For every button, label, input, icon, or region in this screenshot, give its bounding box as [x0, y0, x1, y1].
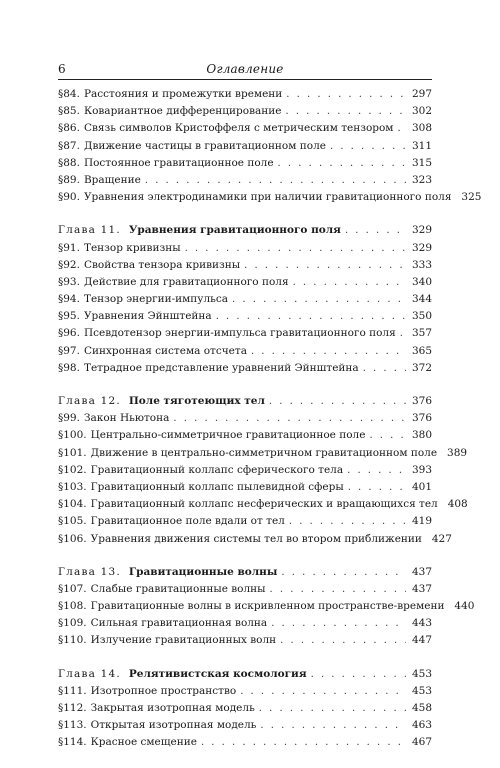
toc-section-entry[interactable]	[58, 717, 432, 734]
chapter-label: Глава 14.	[58, 667, 121, 680]
dot-leader	[251, 343, 406, 360]
toc-section-entry[interactable]	[58, 155, 432, 172]
dot-leader	[330, 138, 406, 155]
section-number: §114.	[58, 736, 87, 749]
section-page-number: 302	[411, 105, 432, 118]
section-title: Гравитационный коллапс несферических и вращающихся тел	[90, 498, 438, 511]
section-number: §101.	[58, 446, 87, 459]
toc-section-entry[interactable]	[58, 172, 432, 189]
toc-section-entry[interactable]	[58, 138, 432, 155]
dot-leader	[244, 257, 406, 274]
dot-leader	[285, 103, 406, 120]
chapter-page-number: 437	[411, 565, 432, 578]
toc-group	[58, 86, 482, 206]
toc-section-entry[interactable]	[58, 291, 432, 308]
dot-leader	[347, 462, 406, 479]
toc-section-entry[interactable]	[58, 86, 432, 103]
section-page-number: 323	[411, 173, 432, 186]
toc-group	[58, 222, 432, 377]
table-of-contents	[58, 86, 482, 768]
section-number: §98.	[58, 361, 80, 374]
toc-group	[58, 564, 475, 650]
header-rule	[58, 79, 432, 80]
section-title: Гравитационное поле вдали от тел	[90, 515, 285, 528]
section-page-number: 350	[411, 310, 432, 323]
section-title: Действие для гравитационного поля	[83, 275, 289, 288]
section-page-number: 315	[411, 156, 432, 169]
section-title: Постоянное гравитационное поле	[83, 156, 274, 169]
toc-section-entry[interactable]	[58, 531, 452, 548]
section-title: Синхронная система отсчета	[83, 344, 247, 357]
section-number: §95.	[58, 310, 80, 323]
section-number: §92.	[58, 258, 80, 271]
section-page-number: 380	[411, 429, 432, 442]
section-page-number: 389	[447, 446, 468, 459]
dot-leader	[271, 615, 406, 632]
dot-leader	[286, 86, 406, 103]
dot-leader	[363, 360, 406, 377]
toc-section-entry[interactable]	[58, 427, 432, 444]
section-page-number: 447	[411, 634, 432, 647]
section-number: §86.	[58, 122, 80, 135]
section-page-number: 437	[411, 582, 432, 595]
dot-leader	[259, 700, 406, 717]
toc-section-entry[interactable]	[58, 103, 432, 120]
dot-leader	[311, 666, 406, 683]
section-page-number: 329	[411, 241, 432, 254]
section-page-number: 393	[411, 463, 432, 476]
toc-section-entry[interactable]	[58, 496, 468, 513]
section-page-number: 401	[411, 480, 432, 493]
section-number: §108.	[58, 600, 87, 613]
toc-section-entry[interactable]	[58, 257, 432, 274]
chapter-title: Поле тяготеющих тел	[128, 395, 265, 407]
dot-leader	[397, 120, 406, 137]
section-page-number: 458	[411, 702, 432, 714]
section-title: Открытая изотропная модель	[90, 719, 257, 732]
section-number: §94.	[58, 293, 80, 306]
chapter-page-number: 329	[411, 224, 432, 237]
toc-section-entry[interactable]	[58, 479, 432, 496]
section-title: Центрально-симметричное гравитационное поле	[90, 429, 366, 442]
section-page-number: 463	[411, 719, 432, 732]
section-title: Свойства тензора кривизны	[83, 258, 241, 271]
section-number: §106.	[58, 532, 87, 545]
page-header	[58, 62, 432, 78]
toc-section-entry[interactable]	[58, 325, 432, 342]
dot-leader	[232, 291, 406, 308]
section-number: §105.	[58, 515, 87, 528]
section-number: §87.	[58, 139, 80, 152]
chapter-label: Глава 12.	[58, 395, 121, 407]
section-title: Расстояния и промежутки времени	[83, 88, 283, 100]
toc-chapter-entry[interactable]	[58, 564, 432, 581]
chapter-title: Уравнения гравитационного поля	[128, 224, 341, 237]
section-page-number: 440	[454, 600, 475, 613]
chapter-title: Релятивистская космология	[128, 667, 307, 680]
dot-leader	[348, 479, 406, 496]
toc-chapter-entry[interactable]	[58, 222, 432, 239]
toc-section-entry[interactable]	[58, 581, 432, 598]
section-page-number: 408	[447, 498, 468, 511]
section-page-number: 427	[431, 532, 452, 545]
section-title: Движение в центрально-симметричном гравитационном поле	[90, 446, 438, 459]
toc-section-entry[interactable]	[58, 360, 432, 377]
toc-section-entry[interactable]	[58, 683, 432, 700]
section-title: Тензор кривизны	[83, 241, 181, 254]
section-number: §99.	[58, 412, 80, 425]
section-number: §88.	[58, 156, 80, 169]
toc-section-entry[interactable]	[58, 700, 432, 717]
dot-leader	[201, 734, 406, 751]
toc-section-entry[interactable]	[58, 513, 432, 530]
dot-leader	[240, 683, 406, 700]
section-number: §89.	[58, 173, 80, 186]
toc-section-entry[interactable]	[58, 598, 475, 615]
section-page-number: 376	[411, 412, 432, 425]
section-number: §104.	[58, 498, 87, 511]
section-title: Гравитационные волны в искривленном пространстве-времени	[90, 600, 445, 613]
section-title: Излучение гравитационных волн	[90, 634, 277, 647]
section-page-number: 357	[411, 327, 432, 340]
section-number: §90.	[58, 191, 80, 204]
dot-leader	[185, 240, 406, 257]
dot-leader	[289, 513, 406, 530]
toc-group	[58, 393, 468, 548]
dot-leader	[269, 393, 406, 410]
section-page-number: 311	[411, 139, 432, 152]
toc-section-entry[interactable]	[58, 615, 432, 632]
toc-section-entry[interactable]	[58, 308, 432, 325]
chapter-title: Гравитационные волны	[128, 565, 278, 578]
section-page-number: 467	[411, 736, 432, 749]
page-number: 6	[58, 62, 66, 76]
dot-leader	[278, 155, 406, 172]
section-number: §103.	[58, 480, 87, 493]
chapter-page-number: 453	[411, 667, 432, 680]
dot-leader	[145, 172, 406, 189]
toc-section-entry[interactable]	[58, 462, 432, 479]
section-title: Закрытая изотропная модель	[90, 702, 255, 714]
section-page-number: 333	[411, 258, 432, 271]
section-number: §112.	[58, 702, 87, 714]
dot-leader	[173, 410, 406, 427]
toc-section-entry[interactable]	[58, 189, 482, 206]
toc-section-entry[interactable]	[58, 240, 432, 257]
section-number: §91.	[58, 241, 80, 254]
section-title: Гравитационный коллапс сферического тела	[90, 463, 344, 476]
toc-chapter-entry[interactable]	[58, 393, 432, 410]
section-page-number: 419	[411, 515, 432, 528]
dot-leader	[369, 427, 406, 444]
section-title: Связь символов Кристоффеля с метрическим тензором	[83, 122, 394, 135]
dot-leader	[281, 564, 406, 581]
chapter-page-number: 376	[411, 395, 432, 407]
section-number: §100.	[58, 429, 87, 442]
section-title: Вращение	[83, 173, 141, 186]
section-title: Слабые гравитационные волны	[90, 582, 266, 595]
toc-section-entry[interactable]	[58, 734, 432, 751]
section-number: §113.	[58, 719, 87, 732]
toc-section-entry[interactable]	[58, 410, 432, 427]
section-title: Закон Ньютона	[83, 412, 170, 425]
section-number: §85.	[58, 105, 80, 118]
section-number: §93.	[58, 275, 80, 288]
section-number: §97.	[58, 344, 80, 357]
section-title: Движение частицы в гравитационном поле	[83, 139, 326, 152]
section-page-number: 365	[411, 344, 432, 357]
dot-leader	[260, 717, 406, 734]
dot-leader	[345, 222, 406, 239]
section-title: Гравитационный коллапс пылевидной сферы	[90, 480, 344, 493]
dot-leader	[400, 325, 406, 342]
chapter-label: Глава 11.	[58, 224, 121, 237]
section-number: §110.	[58, 634, 87, 647]
toc-group	[58, 666, 432, 752]
section-number: §102.	[58, 463, 87, 476]
toc-section-entry[interactable]	[58, 632, 432, 649]
section-number: §96.	[58, 327, 80, 340]
section-page-number: 297	[411, 88, 432, 100]
section-number: §107.	[58, 582, 87, 595]
toc-section-entry[interactable]	[58, 120, 432, 137]
toc-section-entry[interactable]	[58, 274, 432, 291]
section-page-number: 344	[411, 293, 432, 306]
toc-section-entry[interactable]	[58, 445, 468, 462]
section-page-number: 443	[411, 617, 432, 630]
section-title: Тензор энергии-импульса	[83, 293, 229, 306]
section-title: Уравнения Эйнштейна	[83, 310, 212, 323]
section-number: §109.	[58, 617, 87, 630]
section-title: Красное смещение	[90, 736, 197, 749]
running-title: Оглавление	[206, 62, 284, 76]
section-title: Сильная гравитационная волна	[90, 617, 268, 630]
dot-leader	[280, 632, 406, 649]
section-title: Уравнения движения системы тел во втором приближении	[90, 532, 422, 545]
section-number: §84.	[58, 88, 80, 100]
section-title: Ковариантное дифференцирование	[83, 105, 282, 118]
section-page-number: 308	[411, 122, 432, 135]
section-title: Тетрадное представление уравнений Эйнштейна	[83, 361, 359, 374]
section-title: Уравнения электродинамики при наличии гравитационного поля	[83, 191, 452, 204]
chapter-label: Глава 13.	[58, 565, 121, 578]
section-page-number: 453	[411, 684, 432, 697]
section-number: §111.	[58, 684, 87, 697]
section-page-number: 340	[411, 275, 432, 288]
section-page-number: 325	[461, 191, 482, 204]
toc-chapter-entry[interactable]	[58, 666, 432, 683]
dot-leader	[270, 581, 406, 598]
section-title: Псевдотензор энергии-импульса гравитационного поля	[83, 327, 396, 340]
section-title: Изотропное пространство	[90, 684, 237, 697]
dot-leader	[216, 308, 406, 325]
section-page-number: 372	[411, 361, 432, 374]
toc-section-entry[interactable]	[58, 343, 432, 360]
dot-leader	[293, 274, 406, 291]
